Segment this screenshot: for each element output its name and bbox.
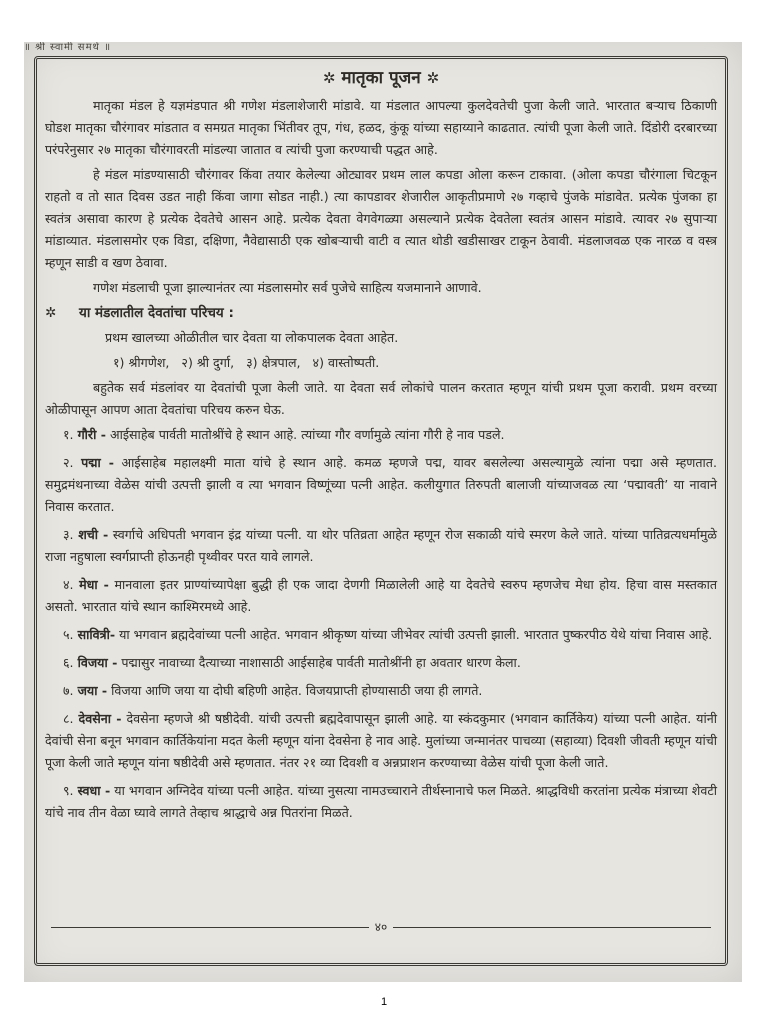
scanned-page — [24, 42, 742, 982]
page-title-text: मातृका पूजन — [341, 68, 421, 88]
deity-name: मेधा - — [79, 577, 109, 592]
page-number: ४० — [374, 920, 388, 934]
divider — [393, 927, 711, 928]
deity-description: मानवाला इतर प्राण्यांच्यापेक्षा बुद्धी ही एक जादा देणगी मिळालेली आहे या देवतेचे स्वरुप म्हणजेच मेधा होय. हिचा वास मस्तकात असतो. भारतात यांचे स्थान काश्मिरमध्ये आहे. — [45, 577, 718, 614]
deity-description: विजया आणि जया या दोघी बहिणी आहेत. विजयप्राप्ती होण्यासाठी जया ही लागते. — [111, 683, 483, 698]
deity-number: ७. — [63, 683, 74, 698]
deity-number: ५. — [63, 627, 74, 642]
deity-entry — [45, 652, 717, 674]
deity-description: या भगवान अग्निदेव यांच्या पत्नी आहेत. यांच्या नुसत्या नामउच्चाराने तीर्थस्नानाचे फल मिळते. श्राद्धविधी करतांना प्रत्येक मंत्राच्या शेवटी यांचे नाव तीन वेळा घ्यावे लागते तेव्हाच श्राद्धाचे अन्न पितरांना मिळते. — [45, 783, 717, 820]
deity-entry — [45, 624, 717, 646]
divider — [51, 927, 369, 928]
deity-name: शची - — [78, 527, 109, 542]
deity-description: आईसाहेब महालक्ष्मी माता यांचे हे स्थान आहे. कमळ म्हणजे पद्म, यावर बसलेल्या असल्यामुळे त्यांना पद्मा असे म्हणतात. समुद्रमंथनाच्या वेळेस यांची उत्पत्ती झाली व त्या भगवान विष्णूंच्या पत्नी आहेत. कलीयुगात तिरुपती बालाजी यांच्याजवळ त्या ‘पद्मावती’ या नावाने निवास करतात. — [45, 455, 717, 514]
deity-number: ४. — [63, 577, 74, 592]
deity-number: ९. — [63, 783, 74, 798]
section-heading-text: या मंडलातील देवतांचा परिचय : — [79, 305, 234, 321]
deity-number: ३. — [63, 527, 74, 542]
deity-description: देवसेना म्हणजे श्री षष्ठीदेवी. यांची उत्पत्ती ब्रह्मदेवापासून झाली आहे. या स्कंदकुमार (भगवान कार्तिकेय) यांच्या पत्नी आहेत. यांनी देवांची सेना बनून भगवान कार्तिकेयांना मदत केली म्हणून यांना देवसेना हे नाव आहे. मुलांच्या जन्मानंतर पाचव्या (सहाव्या) दिवशी जीवती म्हणून यांची पूजा केली जाते म्हणून यांना षष्ठीदेवी असे म्हणतात. नंतर २१ व्या दिवशी व अन्नप्राशन करण्याच्या वेळेस यांची पूजा केली जाते. — [45, 711, 717, 770]
deity-description: स्वर्गाचे अधिपती भगवान इंद्र यांच्या पत्नी. या थोर पतिव्रता आहेत म्हणून रोज सकाळी यांचे स्मरण केले जाते. यांच्या पातिव्रत्यधर्मामुळे राजा नहुषाला स्वर्गप्राप्ती होऊनही पृथ्वीवर परत यावे लागले. — [45, 527, 718, 564]
deity-name: सावित्री- — [77, 627, 116, 642]
deity-entry — [45, 524, 717, 568]
deity-number: २. — [63, 455, 74, 470]
page-content — [45, 65, 717, 939]
deity-name: देवसेना - — [78, 711, 122, 726]
intro-paragraph: मातृका मंडल हे यज्ञमंडपात श्री गणेश मंडलाशेजारी मांडावे. या मंडलात आपल्या कुलदेवतेची पुजा केली जाते. भारतात बऱ्याच ठिकाणी घोडश मातृका चौरंगावर मांडतात व समग्रत मातृका भिंतीवर तूप, गंध, हळद, कुंकू यांच्या सहाय्याने काढतात. त्यांची पूजा केली जाते. दिंडोरी दरबारच्या परंपरेनुसार २७ मातृका चौरंगावरती मांडल्या जातात व त्यांची पुजा करण्याची पद्धत आहे. — [45, 98, 717, 157]
deity-name: गौरी - — [77, 427, 106, 442]
deity-entry — [45, 680, 717, 702]
deity-entry — [45, 452, 717, 518]
page-border — [34, 56, 728, 966]
deity-description: आईसाहेब पार्वती मातोश्रींचे हे स्थान आहे. त्यांच्या गौर वर्णामुळे त्यांना गौरी हे नाव पडले. — [109, 427, 505, 442]
deity-number: १. — [63, 427, 74, 442]
deity-number: ८. — [63, 711, 74, 726]
intro-paragraph: हे मंडल मांडण्यासाठी चौरंगावर किंवा तयार केलेल्या ओट्यावर प्रथम लाल कपडा ओला करून टाकावा. (ओला कपडा चौरंगाला चिटकून राहतो व तो सात दिवस उडत नाही किंवा जागा सोडत नाही.) त्या कापडावर शेजारील आकृतीप्रमाणे २७ गव्हाचे पुंजके मांडावेत. प्रत्येक पुंजका हा स्वतंत्र असावा कारण हे प्रत्येक देवतेचे आसन आहे. प्रत्येक देवता वेगवेगळ्या असल्याने प्रत्येक देवतेला स्वतंत्र आसन मांडावे. त्यावर २७ सुपाऱ्या मांडाव्यात. मंडलासमोर एक विडा, दक्षिणा, नैवेद्यासाठी एक खोबऱ्याची वाटी व त्यात थोडी खडीसाखर टाकून ठेवावी. मंडलाजवळ एक नारळ व वस्त्र म्हणून साडी व खण ठेवावा. — [45, 167, 717, 270]
running-header-text: ॥ श्री स्वामी समर्थ ॥ — [24, 42, 112, 53]
deity-entry — [45, 708, 717, 774]
star-icon: ✲ — [426, 69, 440, 87]
running-header — [24, 42, 742, 54]
intro-paragraph: गणेश मंडलाची पूजा झाल्यानंतर त्या मंडलासमोर सर्व पुजेचे साहित्य यजमानाने आणावे. — [93, 280, 482, 295]
pdf-page-number: 1 — [380, 996, 388, 1008]
deity-name: जया - — [77, 683, 108, 698]
deity-name: पद्मा - — [81, 455, 114, 470]
star-icon: ✲ — [45, 305, 57, 321]
section-heading — [45, 302, 717, 324]
general-note: बहुतेक सर्व मंडलांवर या देवतांची पूजा केली जाते. या देवता सर्व लोकांचे पालन करतात म्हणून यांची प्रथम पूजा करावी. प्रथम वरच्या ओळीपासून आपण आता देवतांचा परिचय करुन घेऊ. — [45, 380, 717, 417]
deity-list — [45, 424, 717, 824]
page-title — [45, 65, 717, 91]
deity-entry — [45, 780, 717, 824]
deity-description: या भगवान ब्रह्मदेवांच्या पत्नी आहेत. भगवान श्रीकृष्ण यांच्या जीभेवर त्यांची उत्पत्ती झाली. भारतात पुष्करपीठ येथे यांचा निवास आहे. — [119, 627, 713, 642]
deity-entry — [45, 424, 717, 446]
deity-name: विजया - — [77, 655, 118, 670]
lokpal-note: प्रथम खालच्या ओळीतील चार देवता या लोकपालक देवता आहेत. — [105, 330, 399, 345]
deity-entry — [45, 574, 717, 618]
lokpal-list: १) श्रीगणेश, २) श्री दुर्गा, ३) क्षेत्रपाल, ४) वास्तोष्पती. — [113, 355, 380, 370]
page-number-row — [45, 919, 717, 935]
deity-name: स्वधा - — [77, 783, 111, 798]
deity-description: पद्मासुर नावाच्या दैत्याच्या नाशासाठी आईसाहेब पार्वती मातोश्रींनी हा अवतार धारण केला. — [121, 655, 521, 670]
deity-number: ६. — [63, 655, 74, 670]
star-icon: ✲ — [322, 69, 336, 87]
